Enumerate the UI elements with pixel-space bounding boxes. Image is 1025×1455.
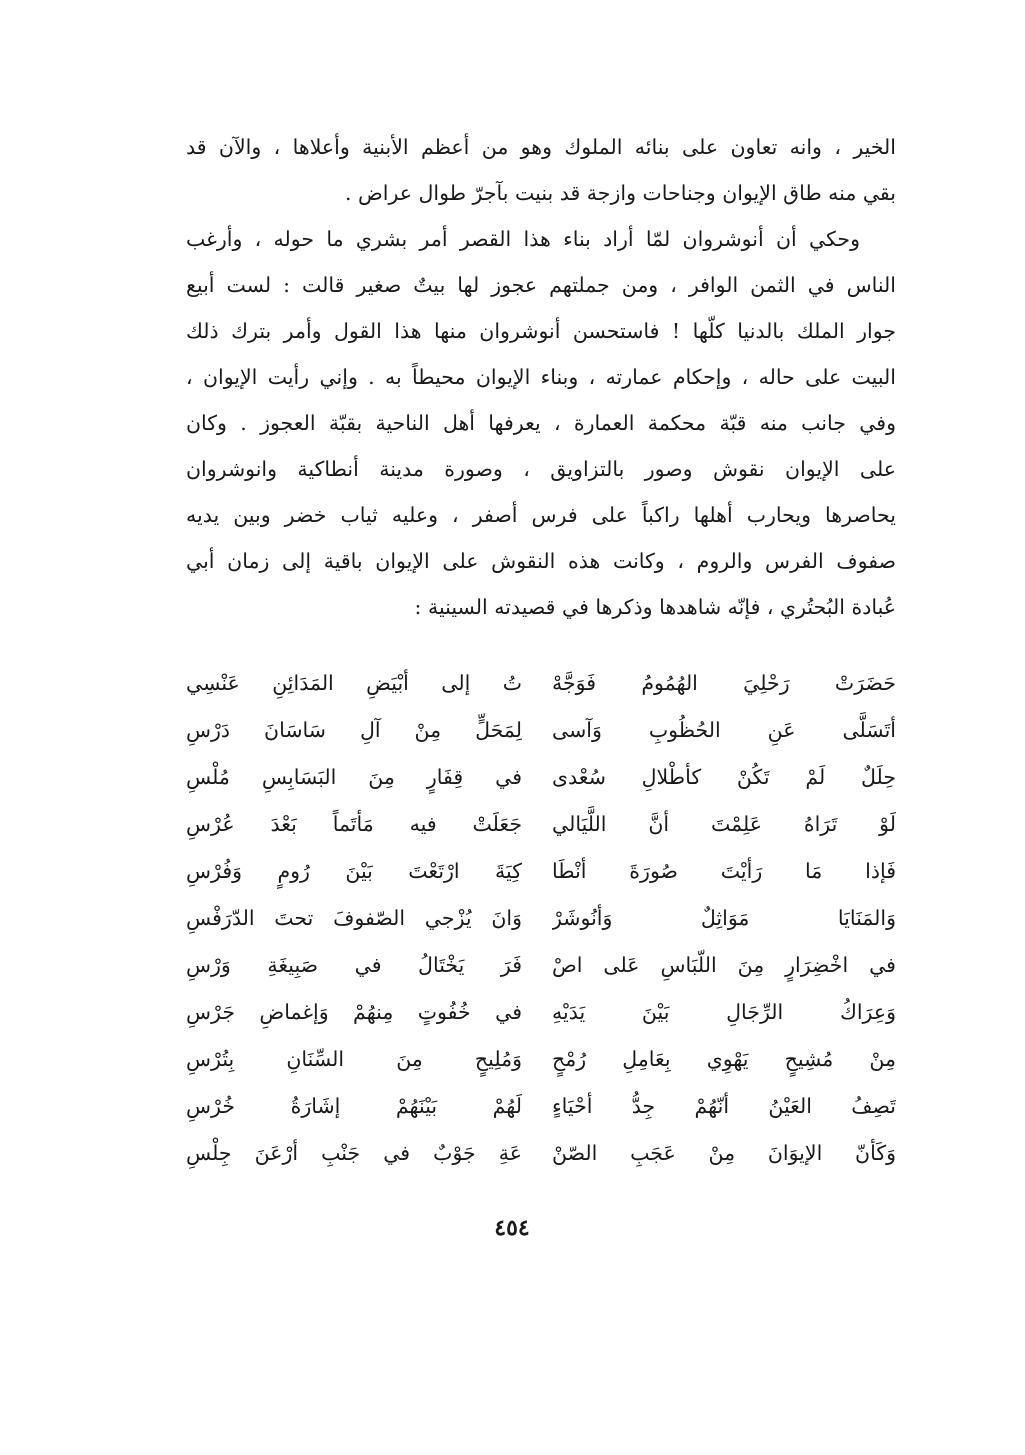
poem-first-hemistich: في اخْضِرَارٍ مِنَ اللّبَاسِ عَلى اصْ	[552, 953, 896, 977]
prose-line: جوار الملك بالدنيا كلّها ! فاستحسن أنوشروان منها هذا القول وأمر بترك ذلك	[186, 319, 896, 343]
poem-second-hemistich: في قِفَارٍ مِنَ البَسَابِسِ مُلْسِ	[186, 765, 522, 789]
poem-first-hemistich: مِنْ مُشِيحٍ يَهْوِي بِعَامِلِ رُمْحٍ	[552, 1047, 896, 1071]
poem-couplet	[186, 895, 896, 942]
poem-couplet	[186, 1083, 896, 1130]
poem-second-hemistich: لِمَحَلٍّ مِنْ آلِ سَاسَانَ دَرْسِ	[186, 718, 522, 742]
poem-second-hemistich: جَعَلَتْ فيه مَأتَماً بَعْدَ عُرْسِ	[186, 812, 522, 836]
poem-first-hemistich: حَضَرَتْ رَحْلِيَ الهُمُومُ فَوَجَّهْ	[552, 671, 896, 695]
poem-second-hemistich: كِيَةَ ارْتَعْتَ بَيْنَ رُومٍ وَفُرْسِ	[186, 859, 522, 883]
prose-line: وفي جانب منه قبّة محكمة العمارة ، يعرفها أهل الناحية بقبّة العجوز . وكان	[186, 411, 896, 435]
poem-couplet	[186, 707, 896, 754]
prose-line: بقي منه طاق الإيوان وجناحات وازجة قد بنيت بآجرّ طوال عراض .	[344, 181, 896, 205]
poem-first-hemistich: تَصِفُ العَيْنُ أنّهُمْ جِدُّ أحْيَاءٍ	[552, 1094, 896, 1118]
prose-line: على الإيوان نقوش وصور بالتزاويق ، وصورة مدينة أنطاكية وانوشروان	[186, 457, 896, 481]
prose-line: عُبادة البُحتُري ، فإنّه شاهدها وذكرها في قصيدته السينية :	[414, 595, 896, 619]
poem-second-hemistich: وَانَ يُزْجي الصّفوفَ تحتَ الدّرَفْسِ	[186, 906, 522, 930]
prose-line: الناس في الثمن الوافر ، ومن جملتهم عجوز لها بيتٌ صغير قالت : لست أبيع	[186, 273, 896, 297]
poem-block	[186, 660, 896, 1177]
poem-second-hemistich: فَرَ يَخْتَالُ في صَبِيغَةِ وَرْسِ	[186, 953, 522, 977]
poem-first-hemistich: فَإذا مَا رَأيْتَ صُورَةَ أنْطَا	[552, 859, 896, 883]
poem-first-hemistich: وَالمَنَايَا مَوَاثِلٌ وَأنُوشَرْ	[552, 906, 896, 930]
poem-couplet	[186, 989, 896, 1036]
poem-first-hemistich: أتَسَلَّى عَنِ الحُظُوبِ وَآسى	[552, 718, 896, 742]
poem-couplet	[186, 1036, 896, 1083]
poem-first-hemistich: حِلَلٌ لَمْ تَكُنْ كأطْلالِ سُعْدى	[552, 765, 896, 789]
prose-line: البيت على حاله ، وإحكام عمارته ، وبناء الإيوان محيطاً به . وإني رأيت الإيوان ،	[186, 365, 896, 389]
poem-couplet	[186, 801, 896, 848]
poem-couplet	[186, 942, 896, 989]
poem-couplet	[186, 1130, 896, 1177]
poem-first-hemistich: وَعِرَاكُ الرِّجَالِ بَيْنَ يَدَيْهِ	[552, 1000, 896, 1024]
page-number: ٤٥٤	[494, 1215, 530, 1241]
poem-second-hemistich: تُ إلى أبْيَضِ المَدَائِنِ عَنْسِي	[186, 671, 522, 695]
poem-first-hemistich: لَوْ تَرَاهُ عَلِمْتَ أنَّ اللَّيَالي	[552, 812, 896, 836]
poem-couplet	[186, 660, 896, 707]
prose-line: يحاصرها ويحارب أهلها راكباً على فرس أصفر ، وعليه ثياب خضر وبين يديه	[186, 503, 896, 527]
poem-couplet	[186, 754, 896, 801]
prose-line: الخير ، وانه تعاون على بنائه الملوك وهو من أعظم الأبنية وأعلاها ، والآن قد	[186, 135, 896, 159]
prose-line: صفوف الفرس والروم ، وكانت هذه النقوش على الإيوان باقية إلى زمان أبي	[186, 549, 896, 573]
poem-couplet	[186, 848, 896, 895]
poem-second-hemistich: لَهُمْ بَيْنَهُمْ إشَارَةُ خُرْسِ	[186, 1094, 522, 1118]
poem-second-hemistich: وَمُلِيحٍ مِنَ السِّنَانِ بِتُرْسِ	[186, 1047, 522, 1071]
prose-line: وحكي أن أنوشروان لمّا أراد بناء هذا القصر أمر بشري ما حوله ، وأرغب	[186, 227, 860, 251]
poem-second-hemistich: عَةِ جَوْبٌ في جَنْبِ أرْعَنَ جِلْسِ	[186, 1141, 522, 1165]
poem-first-hemistich: وَكَأنّ الإيوَانَ مِنْ عَجَبِ الصّنْ	[552, 1141, 896, 1165]
prose-block	[186, 124, 896, 630]
poem-second-hemistich: في خُفُوتٍ مِنهُمْ وَإغماضِ جَرْسِ	[186, 1000, 522, 1024]
